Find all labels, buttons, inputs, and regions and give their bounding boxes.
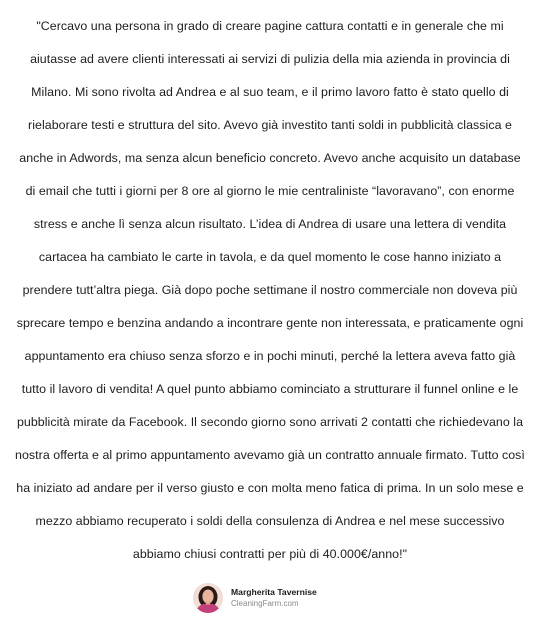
- quote-line: ha iniziato ad andare per il verso giusto e con molta meno fatica di prima. In un solo mese e: [16, 481, 524, 495]
- quote-line: tutto il lavoro di vendita! A quel punto abbiamo cominciato a strutturare il funnel online e le: [21, 382, 519, 396]
- quote-line: pubblicità mirate da Facebook. Il secondo giorno sono arrivati 2 contatti che richiedevano la: [16, 415, 524, 429]
- quote-line: anche in Adwords, ma senza alcun beneficio concreto. Avevo anche acquisito un database: [19, 151, 521, 165]
- quote-line: cartacea ha cambiato le carte in tavola, e da quel momento le cose hanno iniziato a: [38, 250, 502, 264]
- quote-line: prendere tutt’altra piega. Già dopo poche settimane il nostro commerciale non doveva più: [22, 283, 518, 297]
- quote-line: stress e anche lì senza alcun risultato. L’idea di Andrea di usare una lettera di vendita: [33, 217, 507, 231]
- quote-line: nostra offerta e al primo appuntamento avevamo già un contratto annuale firmato. Tutto così: [15, 448, 525, 462]
- quote-line: sprecare tempo e benzina andando a incontrare gente non interessata, e praticamente ogni: [16, 316, 524, 330]
- quote-line: aiutasse ad avere clienti interessati ai servizi di pulizia della mia azienda in provincia di: [30, 52, 510, 66]
- author-name: Margherita Tavernise: [231, 587, 317, 597]
- person-photo-icon: [193, 583, 223, 613]
- quote-line: "Cercavo una persona in grado di creare pagine cattura contatti e in generale che mi: [36, 19, 504, 33]
- testimonial-author: [193, 582, 317, 614]
- testimonial-block: [14, 10, 526, 571]
- testimonial-quote: [14, 10, 526, 571]
- quote-line: Milano. Mi sono rivolta ad Andrea e al suo team, e il primo lavoro fatto è stato quello di: [31, 85, 509, 99]
- quote-line: rielaborare testi e struttura del sito. Avevo già investito tanti soldi in pubblicità classica e: [28, 118, 512, 132]
- quote-line: mezzo abbiamo recuperato i soldi della consulenza di Andrea e nel mese successivo: [35, 514, 505, 528]
- quote-line: appuntamento era chiuso senza sforzo e in pochi minuti, perché la lettera aveva fatto già: [24, 349, 516, 363]
- avatar: [193, 583, 223, 613]
- author-info: [231, 587, 317, 609]
- quote-line: abbiamo chiusi contratti per più di 40.000€/anno!": [132, 547, 408, 561]
- quote-line: di email che tutti i giorni per 8 ore al giorno le mie centraliniste “lavoravano”, con enorme: [25, 184, 515, 198]
- author-company: CleaningFarm.com: [231, 599, 299, 608]
